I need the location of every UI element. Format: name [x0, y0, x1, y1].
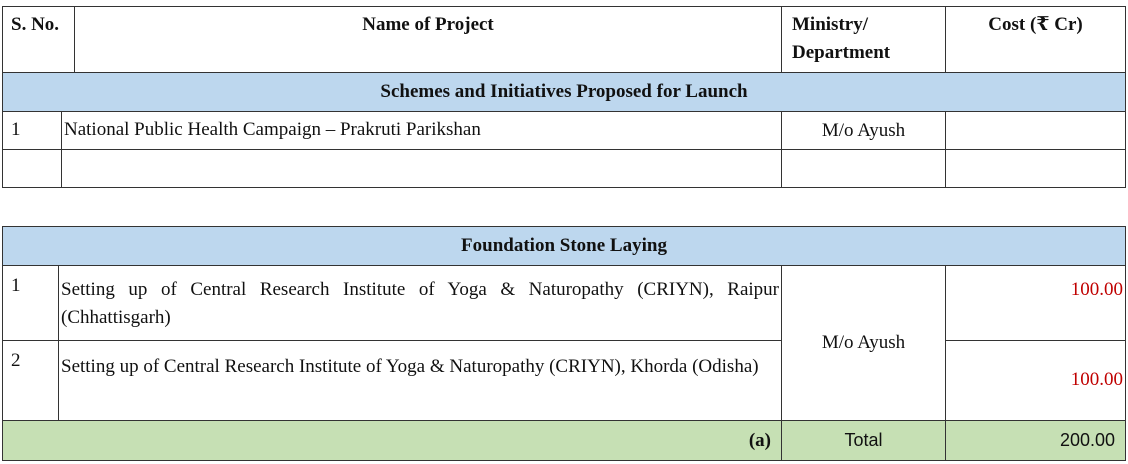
- section-title-launch: Schemes and Initiatives Proposed for Launch: [2, 72, 1126, 112]
- total-marker: (a): [2, 420, 782, 461]
- row-name: Setting up of Central Research Institute of Yoga & Naturopathy (CRIYN), Raipur (Chhattisgarh): [58, 265, 782, 341]
- ministry-merged: M/o Ayush: [781, 265, 946, 421]
- empty-cell: [61, 149, 782, 188]
- row-name: National Public Health Campaign – Prakruti Parikshan: [61, 111, 782, 150]
- empty-cell: [781, 149, 946, 188]
- header-ministry: Ministry/ Department: [781, 6, 946, 73]
- header-sno: S. No.: [2, 6, 75, 73]
- header-name: Name of Project: [74, 6, 782, 73]
- section-title-foundation: Foundation Stone Laying: [2, 226, 1126, 266]
- row-cost: 100.00: [945, 265, 1126, 341]
- header-cost: Cost (₹ Cr): [945, 6, 1126, 73]
- row-sno: 2: [2, 340, 59, 421]
- empty-cell: [945, 149, 1126, 188]
- row-cost: [945, 111, 1126, 150]
- row-name: Setting up of Central Research Institute of Yoga & Naturopathy (CRIYN), Khorda (Odisha): [58, 340, 782, 421]
- row-ministry: M/o Ayush: [781, 111, 946, 150]
- row-sno: 1: [2, 111, 62, 150]
- row-cost: 100.00: [945, 340, 1126, 421]
- total-value: 200.00: [945, 420, 1126, 461]
- total-label: Total: [781, 420, 946, 461]
- row-sno: 1: [2, 265, 59, 341]
- empty-cell: [2, 149, 62, 188]
